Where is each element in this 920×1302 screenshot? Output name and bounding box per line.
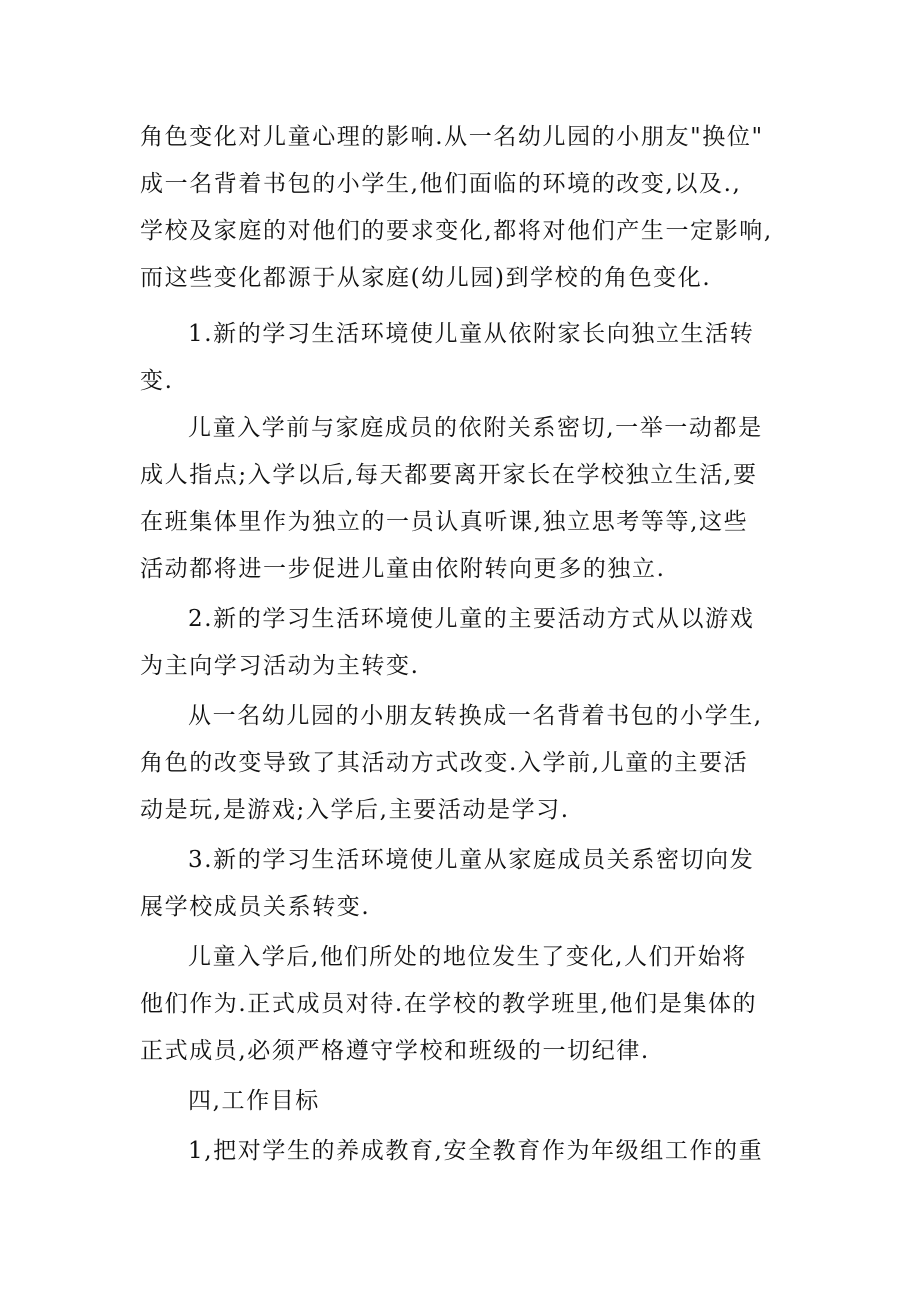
text-line: 他们作为.正式成员对待.在学校的教学班里,他们是集体的: [140, 991, 758, 1017]
text-line: 1.新的学习生活环境使儿童从依附家长向独立生活转: [188, 321, 755, 347]
text-line: 1,把对学生的养成教育,安全教育作为年级组工作的重: [188, 1138, 764, 1164]
text-line: 为主向学习活动为主转变.: [140, 653, 420, 679]
text-line: 活动都将进一步促进儿童由依附转向更多的独立.: [140, 556, 666, 582]
text-line: 展学校成员关系转变.: [140, 894, 371, 920]
text-line: 而这些变化都源于从家庭(幼儿园)到学校的角色变化.: [140, 265, 712, 291]
text-line: 在班集体里作为独立的一员认真听课,独立思考等等,这些: [140, 509, 749, 535]
text-line: 学校及家庭的对他们的要求变化,都将对他们产生一定影响,: [140, 218, 773, 244]
text-line: 儿童入学前与家庭成员的依附关系密切,一举一动都是: [188, 415, 763, 441]
text-line: 正式成员,必须严格遵守学校和班级的一切纪律.: [140, 1038, 650, 1064]
text-line: 变.: [140, 368, 174, 394]
text-line: 角色的改变导致了其活动方式改变.入学前,儿童的主要活: [140, 750, 749, 776]
text-line: 角色变化对儿童心理的影响.从一名幼儿园的小朋友"换位": [140, 124, 764, 150]
text-line: 2.新的学习生活环境使儿童的主要活动方式从以游戏: [188, 606, 755, 632]
text-line: 动是玩,是游戏;入学后,主要活动是学习.: [140, 797, 570, 823]
text-line: 3.新的学习生活环境使儿童从家庭成员关系密切向发: [188, 847, 755, 873]
section-heading: 四,工作目标: [188, 1088, 320, 1114]
text-line: 儿童入学后,他们所处的地位发生了变化,人们开始将: [188, 944, 748, 970]
text-line: 从一名幼儿园的小朋友转换成一名背着书包的小学生,: [188, 703, 763, 729]
text-line: 成一名背着书包的小学生,他们面临的环境的改变,以及.,: [140, 171, 742, 197]
text-line: 成人指点;入学以后,每天都要离开家长在学校独立生活,要: [140, 462, 758, 488]
